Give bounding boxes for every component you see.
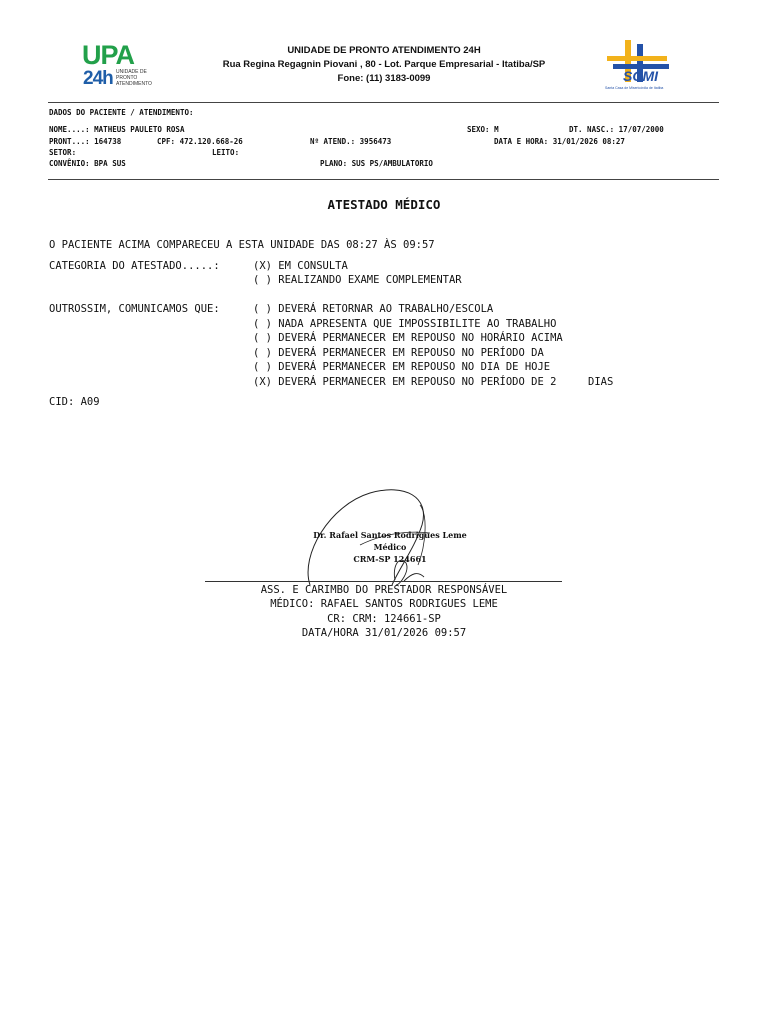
stamp-doctor-name: Dr. Rafael Santos Rodrigues Leme bbox=[313, 530, 467, 540]
header-divider bbox=[48, 102, 719, 103]
stamp-role: Médico bbox=[373, 542, 407, 552]
info-option: ( ) DEVERÁ RETORNAR AO TRABALHO/ESCOLA bbox=[253, 303, 494, 315]
scmi-logo bbox=[603, 38, 673, 96]
info-option: ( ) DEVERÁ PERMANECER EM REPOUSO NO DIA DE HOJE bbox=[253, 361, 551, 373]
cid-code: CID: A09 bbox=[49, 396, 100, 408]
upa-logo bbox=[82, 42, 152, 94]
scmi-logo-word: SCMI bbox=[623, 68, 658, 84]
info-option: (X) DEVERÁ PERMANECER EM REPOUSO NO PERÍODO DE 2 DIAS bbox=[253, 376, 614, 388]
doctor-crm: CR: CRM: 124661-SP bbox=[327, 613, 441, 625]
info-option: ( ) NADA APRESENTA QUE IMPOSSIBILITE AO TRABALHO bbox=[253, 318, 557, 330]
patient-section-title: DADOS DO PACIENTE / ATENDIMENTO: bbox=[49, 108, 194, 117]
scmi-logo-subtitle: Santa Casa de Misericórdia de Itatiba bbox=[605, 86, 664, 90]
upa-logo-subtitle: UNIDADE DE PRONTO ATENDIMENTO bbox=[116, 69, 152, 87]
signature-caption: ASS. E CARIMBO DO PRESTADOR RESPONSÁVEL bbox=[260, 584, 508, 596]
patient-record: PRONT...: 164738 bbox=[49, 137, 122, 146]
patient-name: NOME....: MATHEUS PAULETO ROSA bbox=[49, 125, 185, 134]
stamp-crm: CRM-SP 124661 bbox=[353, 554, 427, 564]
info-option: ( ) DEVERÁ PERMANECER EM REPOUSO NO PERÍODO DA bbox=[253, 347, 544, 359]
attendance-datetime: DATA E HORA: 31/01/2026 08:27 bbox=[494, 137, 625, 146]
info-label: OUTROSSIM, COMUNICAMOS QUE: bbox=[49, 303, 220, 315]
category-label: CATEGORIA DO ATESTADO.....: bbox=[49, 260, 220, 272]
upa-logo-24h: 24h bbox=[83, 68, 113, 89]
patient-bed: LEITO: bbox=[212, 148, 240, 157]
presence-statement: O PACIENTE ACIMA COMPARECEU A ESTA UNIDADE DAS 08:27 ÀS 09:57 bbox=[49, 239, 435, 251]
patient-sex: SEXO: M bbox=[467, 125, 499, 134]
upa-logo-word: UPA bbox=[82, 40, 135, 70]
unit-address: Rua Regina Regagnin Piovani , 80 - Lot. Parque Empresarial - Itatiba/SP bbox=[222, 59, 546, 70]
document-title: ATESTADO MÉDICO bbox=[327, 197, 441, 212]
patient-birth-date: DT. NASC.: 17/07/2000 bbox=[569, 125, 664, 134]
patient-cpf: CPF: 472.120.668-26 bbox=[157, 137, 243, 146]
patient-sector: SETOR: bbox=[49, 148, 77, 157]
category-option: (X) EM CONSULTA bbox=[253, 260, 348, 272]
unit-name: UNIDADE DE PRONTO ATENDIMENTO 24H bbox=[287, 45, 481, 56]
patient-insurance: CONVÊNIO: BPA SUS bbox=[49, 159, 126, 168]
signature-datetime: DATA/HORA 31/01/2026 09:57 bbox=[301, 627, 467, 639]
info-option: ( ) DEVERÁ PERMANECER EM REPOUSO NO HORÁRIO ACIMA bbox=[253, 332, 563, 344]
patient-divider bbox=[48, 179, 719, 180]
doctor-name: MÉDICO: RAFAEL SANTOS RODRIGUES LEME bbox=[270, 598, 498, 610]
unit-phone: Fone: (11) 3183-0099 bbox=[337, 73, 431, 84]
attendance-number: Nº ATEND.: 3956473 bbox=[310, 137, 392, 146]
category-option: ( ) REALIZANDO EXAME COMPLEMENTAR bbox=[253, 274, 462, 286]
signature-line bbox=[205, 581, 562, 582]
patient-plan: PLANO: SUS PS/AMBULATORIO bbox=[320, 159, 433, 168]
